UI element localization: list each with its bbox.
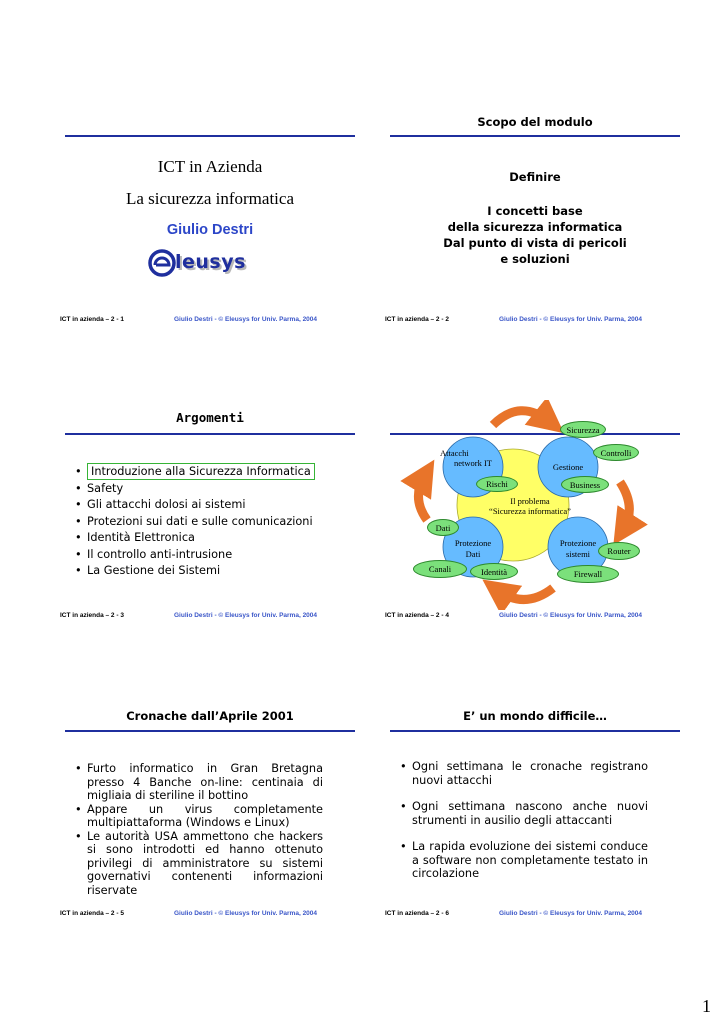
- footer-left: ICT in azienda – 2 - 2: [385, 316, 449, 323]
- slide-title: ICT in Azienda: [157, 157, 263, 176]
- pill-canali: Canali: [413, 560, 467, 578]
- topics-list: [75, 465, 355, 581]
- title-rule: [65, 433, 355, 435]
- slide-2: [385, 105, 685, 385]
- footer-left: ICT in azienda – 2 - 3: [60, 612, 124, 619]
- definition-line: della sicurezza informatica: [447, 220, 623, 234]
- pill-business: Business: [561, 476, 609, 493]
- list-item: • Furto informatico in Gran Bretagna presso 4 Banche on-line: centinaia di migliaia di steriline il bottino: [75, 762, 323, 802]
- slide-title: Cronache dall’Aprile 2001: [126, 709, 294, 723]
- pill-sicurezza: Sicurezza: [560, 421, 606, 438]
- author-name: Giulio Destri: [166, 222, 254, 238]
- page-number: 1: [702, 996, 711, 1016]
- list-item: • Le autorità USA ammettono che hackers si sono introdotti ed hanno ottenuto privilegi di amministratore su sistemi governativi contenenti informazioni riservate: [75, 829, 323, 897]
- slide-4: [385, 400, 685, 680]
- list-item: • La rapida evoluzione dei sistemi conduce a software non completamente testato in circolazione: [400, 840, 648, 880]
- cycle-arrow-top: [493, 411, 550, 425]
- list-item[interactable]: • Identità Elettronica: [75, 531, 195, 544]
- slide-title: Scopo del modulo: [477, 115, 593, 129]
- list-item: • Appare un virus completamente multipiattaforma (Windows e Linux): [75, 802, 323, 829]
- definition-text: [385, 203, 685, 267]
- logo-text: leusys: [175, 251, 246, 273]
- definition-line: I concetti base: [487, 204, 583, 218]
- slide-subtitle: La sicurezza informatica: [125, 189, 294, 208]
- pill-rischi: Rischi: [476, 476, 518, 492]
- pill-identita: Identità: [470, 563, 518, 580]
- slide-title: Argomenti: [176, 410, 244, 425]
- eleusys-logo: [148, 249, 258, 279]
- slide-title: E’ un mondo difficile…: [463, 709, 607, 723]
- definire-heading: Definire: [509, 170, 561, 184]
- list-item[interactable]: • Introduzione alla Sicurezza Informatica: [75, 465, 355, 479]
- gestione-label: Gestione: [552, 462, 584, 472]
- highlighted-topic: Introduzione alla Sicurezza Informatica: [87, 463, 315, 480]
- slide-1: [60, 105, 360, 385]
- news-list: [75, 762, 323, 897]
- list-item[interactable]: • Safety: [75, 481, 124, 495]
- footer-left: ICT in azienda – 2 - 1: [60, 316, 124, 323]
- protezione-dati-label: Protezione Dati: [454, 538, 492, 559]
- slide-3: [60, 400, 360, 680]
- footer-right: Giulio Destri - © Eleusys for Univ. Parma, 2004: [174, 910, 318, 917]
- list-item: • Ogni settimana nascono anche nuovi strumenti in ausilio degli attaccanti: [400, 800, 648, 827]
- footer-right: Giulio Destri - © Eleusys for Univ. Parma, 2004: [499, 612, 643, 619]
- slide-5: [60, 700, 360, 980]
- slide-6: [385, 700, 685, 980]
- difficulties-list: [400, 760, 648, 881]
- footer-left: ICT in azienda – 2 - 4: [385, 612, 449, 619]
- pill-firewall: Firewall: [557, 565, 619, 583]
- pill-controlli: Controlli: [593, 444, 639, 461]
- footer-right: Giulio Destri - © Eleusys for Univ. Parma, 2004: [499, 316, 643, 323]
- title-rule: [390, 135, 680, 137]
- footer-right: Giulio Destri - © Eleusys for Univ. Parma, 2004: [174, 316, 318, 323]
- footer-right: Giulio Destri - © Eleusys for Univ. Parma, 2004: [174, 612, 318, 619]
- cycle-arrow-right: [620, 482, 629, 530]
- definition-line: e soluzioni: [500, 252, 570, 266]
- list-item[interactable]: • Protezioni sui dati e sulle comunicazioni: [75, 514, 313, 528]
- title-rule: [65, 135, 355, 137]
- footer-left: ICT in azienda – 2 - 6: [385, 910, 449, 917]
- list-item[interactable]: • Gli attacchi dolosi ai sistemi: [75, 498, 246, 511]
- list-item[interactable]: • La Gestione dei Sistemi: [75, 564, 221, 577]
- problem-label: Il problema “Sicurezza informatica”: [489, 496, 571, 516]
- pill-dati: Dati: [427, 519, 459, 536]
- attacchi-label: Attacchi network IT: [440, 448, 492, 468]
- title-rule: [65, 730, 355, 732]
- footer-left: ICT in azienda – 2 - 5: [60, 910, 124, 917]
- pill-router: Router: [598, 542, 640, 560]
- cycle-arrow-bottom: [497, 588, 553, 600]
- definition-line: Dal punto di vista di pericoli: [443, 236, 627, 250]
- list-item[interactable]: • Il controllo anti-intrusione: [75, 547, 233, 561]
- footer-right: Giulio Destri - © Eleusys for Univ. Parma, 2004: [499, 910, 643, 917]
- title-rule: [390, 730, 680, 732]
- protezione-sistemi-label: Protezione sistemi: [559, 538, 597, 559]
- cycle-arrow-left: [418, 475, 427, 520]
- eleusys-logo-icon: [148, 249, 178, 277]
- list-item: • Ogni settimana le cronache registrano nuovi attacchi: [400, 760, 648, 787]
